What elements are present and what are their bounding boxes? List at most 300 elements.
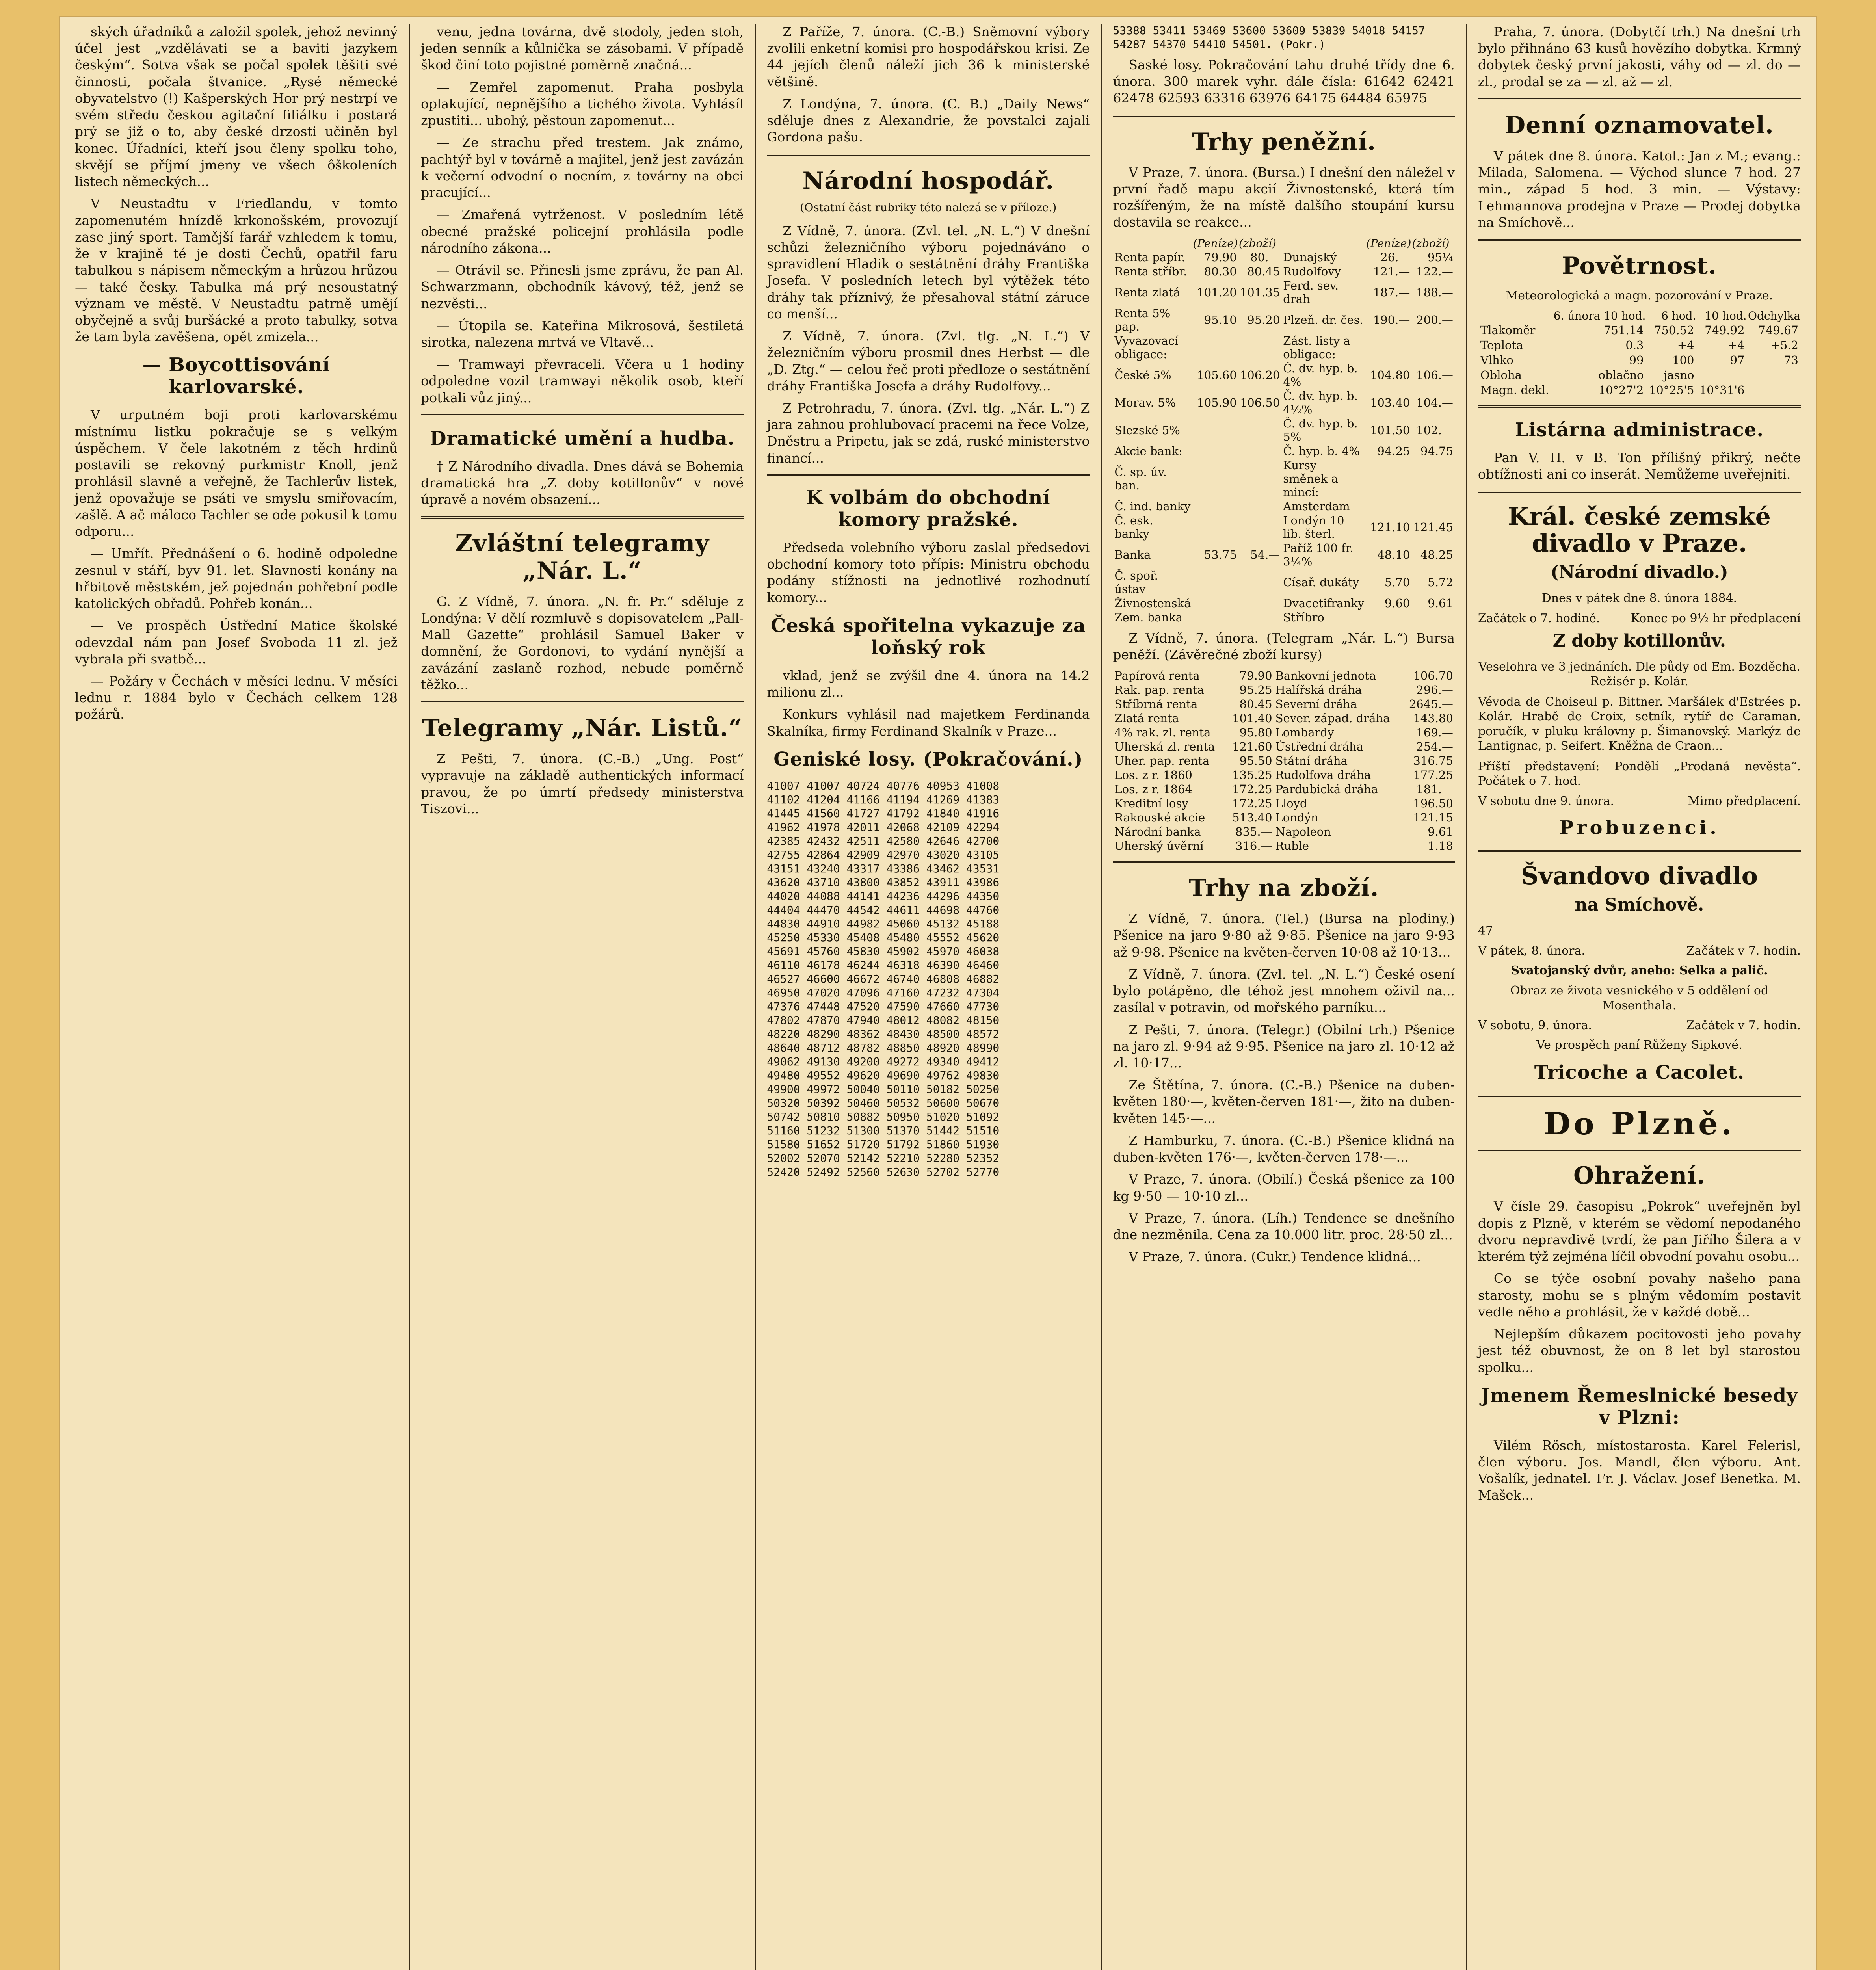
table-cell: Teplota [1480, 338, 1523, 352]
table-cell: Halířská dráha [1275, 683, 1362, 697]
table-cell [1238, 596, 1281, 610]
section-heading: Geniské losy. (Pokračování.) [773, 748, 1083, 770]
table-header: (zboží) [1238, 236, 1276, 250]
table-cell: 143.80 [1413, 712, 1453, 725]
table-cell: 102.— [1416, 423, 1453, 437]
article-paragraph: Nejlepším důkazem pocitovosti jeho povahy jest též obuvnost, že on 8 let byl starostou spolku... [1478, 1326, 1801, 1375]
table-row [1113, 458, 1454, 499]
table-cell: Dunajský [1283, 250, 1337, 264]
table-row [1113, 810, 1454, 825]
table-cell: Dvacetifranky [1283, 596, 1365, 610]
table-cell: Magn. dekl. [1480, 383, 1549, 397]
table-cell: 80.— [1250, 250, 1280, 264]
table-cell: Stříbrná renta [1114, 697, 1198, 711]
table-cell: Zem. banka [1114, 610, 1183, 624]
table-row [1478, 368, 1801, 383]
play-note: Příští představení: Pondělí „Prodaná nevěsta“. Počátek o 7. hod. [1478, 759, 1801, 788]
table-cell: 177.25 [1413, 768, 1453, 782]
table-cell: 94.25 [1377, 444, 1410, 458]
table-cell: 121.— [1373, 264, 1410, 278]
table-row [1113, 499, 1454, 513]
table-header-row [1113, 236, 1454, 250]
table-cell: Ústřední dráha [1275, 740, 1363, 754]
banner-heading: Do Plzně. [1544, 1106, 1735, 1142]
table-cell: Živnostenská [1114, 596, 1191, 610]
table-cell: Císař. dukáty [1283, 575, 1359, 589]
article-paragraph: — Ve prospěch Ústřední Matice školské odevzdal nám pan Josef Svoboda 11 zl. jež vybrala při svatbě... [75, 618, 398, 667]
table-cell: Bankovní jednota [1275, 669, 1376, 683]
table-cell [1193, 513, 1238, 541]
article-paragraph: Pan V. H. v B. Ton přílišný přikrý, nečte obtížnosti ani co inserát. Nemůžeme uveřejniti. [1478, 450, 1801, 482]
table-cell: Napoleon [1275, 825, 1331, 839]
table-cell: Č. dv. hyp. b. 5% [1283, 416, 1358, 444]
table-cell: 10°31'6 [1699, 383, 1745, 397]
table-cell: 172.25 [1232, 782, 1272, 796]
article-paragraph: — Tramwayi převraceli. Včera u 1 hodiny odpoledne vozil tramwayi několik osob, kteří potkali vůz jiný... [421, 357, 744, 405]
divider [421, 414, 744, 416]
article-paragraph: Z Hamburku, 7. února. (C.-B.) Pšenice klidná na duben-květen 176·—, květen-červen 178·—... [1113, 1132, 1455, 1165]
table-header: 6. února 10 hod. [1553, 309, 1646, 322]
table-cell: 749.92 [1705, 323, 1745, 337]
play-title: Z doby kotillonův. [1552, 630, 1726, 651]
table-cell [1238, 610, 1281, 624]
exchange-rates-table [1113, 236, 1454, 624]
column-4 [1113, 24, 1454, 1970]
table-cell: 105.90 [1197, 396, 1237, 409]
table-header [1478, 309, 1552, 323]
table-cell: Rudolfovy [1283, 264, 1341, 278]
table-cell: Zlatá renta [1114, 712, 1179, 725]
article-paragraph: vklad, jenž se zvýšil dne 4. února na 14.2 milionu zl... [767, 667, 1090, 700]
table-cell: Amsterdam [1283, 499, 1350, 513]
table-row [1478, 383, 1801, 398]
section-heading: Listárna administrace. [1515, 418, 1764, 441]
table-cell: +4 [1727, 338, 1745, 352]
divider [767, 474, 1090, 476]
table-cell: Banka [1114, 548, 1151, 561]
table-row [1113, 669, 1454, 683]
article-paragraph: — Útopila se. Kateřina Mikrosová, šestiletá sirotka, nalezena mrtvá ve Vltavě... [421, 318, 744, 350]
article-paragraph: Praha, 7. února. (Dobytčí trh.) Na dnešní trh bylo přihnáno 63 kusů hovězího dobytka. Krmný dobytek český první jakosti, váhy od — zl. do — zl., prodal se za — zl. až — zl. [1478, 24, 1801, 89]
table-cell: Sever. západ. dráha [1275, 712, 1390, 725]
article-paragraph: — Zemřel zapomenut. Praha posbyla oplakující, nepnějšího a tichého života. Vyhlásíl zpustiti... ubohý, pěstoun zapomenut... [421, 79, 744, 128]
table-cell: 95.10 [1204, 313, 1237, 327]
table-cell [1411, 334, 1454, 361]
table-cell: 54.— [1250, 548, 1280, 561]
table-cell: 513.40 [1232, 811, 1272, 825]
table-cell: Londýn 10 lib. šterl. [1283, 513, 1344, 541]
divider [421, 701, 744, 703]
table-row [1113, 596, 1454, 610]
table-cell: Slezské 5% [1114, 423, 1180, 437]
play-sat-time: Začátek v 7. hodin. [1686, 1018, 1801, 1033]
table-cell: 106.— [1416, 368, 1453, 382]
table-cell: Pardubická dráha [1275, 782, 1378, 796]
table-cell: Kreditní losy [1114, 797, 1188, 810]
section-heading: Ohražení. [1573, 1162, 1705, 1190]
table-row [1113, 683, 1454, 697]
table-cell: Renta papír. [1114, 250, 1185, 264]
table-cell: 80.30 [1204, 264, 1237, 278]
table-cell: jasno [1664, 368, 1694, 382]
column-rule [409, 24, 410, 1970]
table-cell: 10°25'5 [1649, 383, 1694, 397]
table-cell [1238, 513, 1281, 541]
table-cell: Národní banka [1114, 825, 1201, 839]
table-cell [1238, 416, 1281, 444]
table-cell [1747, 368, 1801, 383]
article-paragraph: — Otrávil se. Přinesli jsme zprávu, že pan Al. Schwarzmann, obchodník kávový, též, jenž se nezvěsti... [421, 262, 744, 311]
article-paragraph: ských úřadníků a založil spolek, jehož nevinný účel jest „vzdělávati se a baviti jazykem českým“. Sotva však se počal spolek těšiti své činnosti, počala štvanice. „Rysé německé obyvatelstvo (!) Kašperských Hor prý nestrpí ve svém středu českou agitační filiálku i postará prý se již o to, aby české drzosti učiněn byl konec. Úřadníci, kteří jsou členy spolku toho, skvějí se příjmí jmeny ve všech ôškoleních listech německých... [75, 24, 398, 190]
column-rule [1101, 24, 1102, 1970]
table-cell: 80.45 [1247, 264, 1280, 278]
divider [1478, 98, 1801, 100]
column-container [75, 24, 1801, 1970]
column-2 [421, 24, 744, 1970]
table-cell: 5.70 [1384, 575, 1410, 589]
column-rule [755, 24, 756, 1970]
play-cast: Vévoda de Choiseul p. Bittner. Maršálek d'Estrées p. Kolár. Hrabě de Croix, setník, rytíř de Caraman, poručík, v pluku královny p. Šimanovský. Markýz de Lantignac, p. Seifert. Kněžna de Craon... [1478, 695, 1801, 753]
table-cell [1366, 458, 1411, 499]
table-cell: 181.— [1416, 782, 1453, 796]
table-cell [1193, 458, 1238, 499]
table-row [1113, 264, 1454, 279]
weather-caption: Meteorologická a magn. pozorování v Praze. [1506, 289, 1773, 303]
article-paragraph: — Požáry v Čechách v měsíci lednu. V měsíci lednu r. 1884 bylo v Čechách celkem 128 požárů. [75, 673, 398, 722]
table-cell: 121.60 [1232, 740, 1272, 754]
table-cell: Lombardy [1275, 726, 1334, 740]
table-cell: Rakouské akcie [1114, 811, 1205, 825]
play-sat-note: Mimo předplacení. [1688, 794, 1801, 808]
table-cell [1411, 458, 1454, 499]
section-heading: K volbám do obchodní komory pražské. [806, 486, 1050, 531]
play-sat-row [1478, 794, 1801, 808]
table-row [1113, 610, 1454, 624]
table-cell: Č. dv. hyp. b. 4% [1283, 361, 1358, 388]
divider [1478, 1095, 1801, 1097]
article-paragraph: venu, jedna továrna, dvě stodoly, jeden stoh, jeden senník a kůlnička se zásobami. V případě škod činí toto pojistné poměrně značná... [421, 24, 744, 73]
table-cell: 101.40 [1232, 712, 1272, 725]
table-cell: 135.25 [1232, 768, 1272, 782]
table-cell: Č. ind. banky [1114, 499, 1191, 513]
table-header-row [1478, 309, 1801, 323]
table-cell: 48.10 [1377, 548, 1410, 561]
section-heading: Povětrnost. [1562, 252, 1717, 280]
divider [1478, 1149, 1801, 1151]
article-paragraph: G. Z Vídně, 7. února. „N. fr. Pr.“ sděluje z Londýna: V dělí rozmluvě s dopisovatelem „Pall-Mall Gazette“ prohlásil Samuel Baker v domnění, že Gordonovi, to vydání nynější a zavázání zaslaně rozhod, nebude poměrně těžko... [421, 593, 744, 692]
table-cell [1193, 499, 1238, 513]
article-paragraph: Z Paříže, 7. února. (C.-B.) Sněmovní výbory zvolili enketní komisi pro hospodářskou krisi. Ze 44 jejích členů náleží jich 36 k ministerské většině. [767, 24, 1090, 89]
article-paragraph: Z Vídně, 7. února. (Zvl. tlg. „N. L.“) V železničním výboru prosmil dnes Herbst — dle „D. Ztg.“ — celou řeč proti předloze o sestátnění dráhy Františka Josefa a dráhy Rudolfovy... [767, 328, 1090, 394]
article-paragraph: Z Petrohradu, 7. února. (Zvl. tlg. „Nár. L.“) Z jara zahnou prohlubovací pracemi na řece Volze, Dněstru a Pripetu, jak se zdá, ruské ministerstvo financí... [767, 400, 1090, 466]
table-cell: Renta 5% pap. [1114, 306, 1171, 333]
table-cell: Rudolfova dráha [1275, 768, 1371, 782]
table-cell: Zást. listy a obligace: [1283, 334, 1350, 361]
table-cell: Renta stříbr. [1114, 264, 1187, 278]
section-heading: Denní oznamovatel. [1505, 111, 1774, 139]
table-cell [1193, 596, 1238, 610]
table-cell: 196.50 [1413, 797, 1453, 810]
table-header: (Peníze) [1366, 236, 1411, 250]
table-cell: 94.75 [1420, 444, 1453, 458]
column-1 [75, 24, 398, 1970]
table-cell: 106.70 [1413, 669, 1453, 683]
table-header: 10 hod. [1705, 309, 1747, 322]
column-5 [1478, 24, 1801, 1970]
table-cell: 172.25 [1232, 797, 1272, 810]
table-row [1113, 782, 1454, 796]
table-cell: 121.15 [1413, 811, 1453, 825]
table-cell: 53.75 [1204, 548, 1237, 561]
table-cell: Lloyd [1275, 797, 1307, 810]
table-cell: 200.— [1416, 313, 1453, 327]
table-row [1113, 444, 1454, 458]
table-row [1113, 740, 1454, 754]
table-cell [1193, 334, 1238, 361]
play-time: Začátek o 7. hodině. [1478, 611, 1600, 625]
article-paragraph: V Praze, 7. února. (Cukr.) Tendence klidná... [1129, 1249, 1421, 1265]
table-row [1113, 541, 1454, 569]
article-paragraph: Z Vídně, 7. února. (Tel.) (Bursa na plodiny.) Pšenice na jaro 9·80 až 9·85. Pšenice na jaro 9·93 až 9·98. Pšenice na květen-červen 10·08 až 10·13... [1113, 911, 1455, 960]
table-cell: 104.— [1416, 396, 1453, 409]
table-cell: 121.10 [1370, 520, 1410, 534]
table-cell: Morav. 5% [1114, 396, 1176, 409]
table-cell: 95.50 [1239, 754, 1272, 768]
article-paragraph: Saské losy. Pokračování tahu druhé třídy dne 6. února. 300 marek vyhr. dále čísla: 61642 62421 62478 62593 63316 63976 64175 64484 65975 [1113, 57, 1455, 106]
table-cell: Los. z r. 1864 [1114, 782, 1192, 796]
table-cell: 4% rak. zl. renta [1114, 726, 1211, 740]
table-row [1113, 569, 1454, 596]
table-row [1113, 334, 1454, 361]
divider [1478, 405, 1801, 408]
table-cell: 121.45 [1413, 520, 1453, 534]
play-description: Veselohra ve 3 jednáních. Dle půdy od Em. Bozděcha. Režisér p. Kolár. [1478, 660, 1800, 689]
table-cell: Vlhko [1480, 353, 1513, 367]
table-row [1113, 697, 1454, 711]
table-cell: 99 [1629, 353, 1644, 367]
table-cell: 750.52 [1654, 323, 1694, 337]
table-row [1113, 279, 1454, 306]
article-paragraph: Předseda volebního výboru zaslal předsedovi obchodní komory toto přípis: Ministru obchodu podány stížnosti na jednotlivé rozhodnutí komory... [767, 539, 1090, 605]
table-row [1113, 725, 1454, 740]
table-header [1113, 236, 1192, 250]
divider [1478, 239, 1801, 241]
table-row [1113, 416, 1454, 444]
table-cell [1193, 416, 1238, 444]
table-cell: 48.25 [1420, 548, 1453, 561]
table-cell: +5.2 [1770, 338, 1799, 352]
table-cell [1366, 610, 1411, 624]
table-row [1113, 839, 1454, 853]
article-paragraph: Z Pešti, 7. února. (Telegr.) (Obilní trh.) Pšenice na jaro zl. 9·94 až 9·95. Pšenice na jaro zl. 10·12 až zl. 10·17... [1113, 1022, 1455, 1070]
table-cell: 79.90 [1239, 669, 1272, 683]
table-cell: Rak. pap. renta [1114, 683, 1204, 697]
divider [1113, 861, 1454, 863]
article-paragraph: V Praze, 7. února. (Líh.) Tendence se dnešního dne nezměnila. Cena za 10.000 litr. proc. 28·50 zl... [1113, 1210, 1455, 1243]
table-cell: Severní dráha [1275, 697, 1357, 711]
table-cell: Kursy směnek a mincí: [1283, 458, 1338, 499]
divider [1478, 850, 1801, 852]
table-cell [1411, 610, 1454, 624]
table-row [1113, 796, 1454, 810]
play-date: Dnes v pátek dne 8. února 1884. [1541, 591, 1737, 606]
play-time-row [1478, 944, 1801, 958]
theater-title: Švandovo divadlo [1521, 861, 1758, 890]
table-cell [1193, 610, 1238, 624]
play-description: Obraz ze života vesnického v 5 oddělení od Mosenthala. [1510, 984, 1769, 1013]
section-heading: Národní hospodář. [802, 167, 1054, 195]
play-time-row [1478, 611, 1801, 625]
table-cell [1238, 444, 1281, 458]
play-next: Tricoche a Cacolet. [1534, 1061, 1745, 1084]
column-rule [1466, 24, 1467, 1970]
table-cell: Tlakoměr [1480, 323, 1536, 337]
signers: Vilém Rösch, místostarosta. Karel Felerisl, člen výboru. Jos. Mandl, člen výboru. Ant. Vošalík, jednatel. Fr. J. Václav. Josef Benetka. M. Mašek... [1478, 1437, 1801, 1503]
weather-table [1478, 309, 1801, 398]
table-cell: Uher. pap. renta [1114, 754, 1210, 768]
table-cell: 95.80 [1239, 726, 1272, 740]
table-row [1113, 306, 1454, 334]
table-cell: 97 [1730, 353, 1745, 367]
table-cell [1238, 334, 1281, 361]
table-cell: 190.— [1373, 313, 1410, 327]
play-time: Začátek v 7. hodin. [1686, 944, 1801, 958]
section-heading: Jmenem Řemeslnické besedy v Plzni: [1480, 1384, 1798, 1429]
table-cell: Č. dv. hyp. b. 4½% [1283, 389, 1358, 416]
section-subheading: (Ostatní část rubriky této nalezá se v příloze.) [800, 201, 1057, 214]
lottery-numbers: 41007 41007 40724 40776 40953 41008 41102 41204 41166 41194 41269 41383 41445 41560 41727 41792 41840 41916 41962 41978 42011 42068 42109 42294 42385 42432 42511 42580 42646 42700 42755 42864 42909 42970 43020 43105 43151 43240 43317 43386 43462 43531 43620 43710 43800 43852 43911 43986 44020 44088 44141 44236 44296 44350 44404 44470 44542 44611 44698 44760 44830 44910 44982 45060 45132 45188 45250 45330 45408 45480 45552 45620 45691 45760 45830 45902 45970 46038 46110 46178 46244 46318 46390 46460 46527 46600 46672 46740 46808 46882 46950 47020 47096 47160 47232 47304 47376 47448 47520 47590 47660 47730 47802 47870 47940 48012 48082 48150 48220 48290 48362 48430 48500 48572 48640 48712 48782 48850 48920 48990 49062 49130 49200 49272 49340 49412 49480 49552 49620 49690 49762 49830 49900 49972 50040 50110 50182 50250 50320 50392 50460 50532 50600 50670 50742 50810 50882 50950 51020 51092 51160 51232 51300 51370 51442 51510 51580 51652 51720 51792 51860 51930 52002 52070 52142 52210 52280 52352 52420 52492 52560 52630 52702 52770 [767, 779, 1000, 1178]
play-title: Svatojanský dvůr, anebo: Selka a palič. [1511, 963, 1768, 978]
divider [1113, 115, 1454, 117]
table-cell [1747, 383, 1801, 398]
table-row [1113, 250, 1454, 264]
table-cell: 316.75 [1413, 754, 1453, 768]
play-end: Konec po 9½ hr předplacení [1631, 611, 1801, 625]
table-row [1113, 513, 1454, 541]
table-header: (Peníze) [1193, 236, 1238, 250]
table-cell: 296.— [1416, 683, 1453, 697]
article-paragraph: — Ze strachu před trestem. Jak známo, pachtýř byl v továrně a majitel, jenž jest zavázán k večerní odvodní o nocním, z továrny na obci pracující... [421, 135, 744, 201]
table-cell: 101.35 [1240, 285, 1280, 299]
table-cell: 188.— [1416, 285, 1453, 299]
table-cell: 106.20 [1240, 368, 1280, 382]
table-cell: Č. sp. úv. ban. [1114, 465, 1167, 492]
play-next: Probuzenci. [1559, 816, 1720, 839]
table-cell [1193, 569, 1238, 596]
table-cell: 95.25 [1239, 683, 1272, 697]
column-3 [767, 24, 1090, 1970]
divider [767, 154, 1090, 156]
table-row [1113, 711, 1454, 725]
table-cell: Státní dráha [1275, 754, 1348, 768]
table-cell: Stříbro [1283, 610, 1324, 624]
table-header: Odchylka [1748, 309, 1801, 322]
section-heading: Dramatické umění a hudba. [429, 427, 735, 450]
table-cell: 95¼ [1427, 250, 1453, 264]
table-cell: České 5% [1114, 368, 1171, 382]
table-cell: 169.— [1416, 726, 1453, 740]
table-cell [1238, 569, 1281, 596]
table-row [1478, 338, 1801, 353]
theater-title: Král. české zemské divadlo v Praze. [1508, 502, 1771, 558]
table-cell: 316.— [1235, 839, 1272, 853]
article-paragraph: Konkurs vyhlásil nad majetkem Ferdinanda Skalníka, firmy Ferdinand Skalník v Praze... [767, 706, 1090, 739]
play-number: 47 [1478, 924, 1493, 938]
article-paragraph: — Zmařená vytrženost. V posledním létě obecné pražské policejní prohlásila podle národního zákona... [421, 207, 744, 256]
table-cell: 100 [1672, 353, 1694, 367]
table-cell: 9.60 [1384, 596, 1410, 610]
section-heading: Česká spořitelna vykazuje za loňský rok [770, 614, 1086, 659]
table-cell: 80.45 [1239, 697, 1272, 711]
section-heading: — Boycottisování karlovarské. [142, 354, 330, 398]
table-cell: Papírová renta [1114, 669, 1200, 683]
table-cell: 95.20 [1247, 313, 1280, 327]
table-cell: Uherská zl. renta [1114, 740, 1215, 754]
table-cell: Vyvazovací obligace: [1114, 334, 1179, 361]
table-cell: Ruble [1275, 839, 1309, 853]
play-sat: V sobotu, 9. února. [1478, 1018, 1592, 1033]
divider [1478, 491, 1801, 493]
table-row [1478, 353, 1801, 368]
article-paragraph: V Neustadtu v Friedlandu, v tomto zapomenutém hnízdě krkonošském, provozují zase jiný sport. Tamější farář vzhledem k tomu, že v krajině té je dosti Čechů, opatřil faru tabulkou s nápisem německým a hrůzou hrůzou — také česky. Tabulka má prý nesoustatný význam ve městě. V Neustadtu patrně umějí obyčejně a svůj buršácké a proto tabulky, sotva že tam byla zavěšena, opět zmizela... [75, 196, 398, 345]
table-row [1113, 768, 1454, 782]
theater-subtitle: (Národní divadlo.) [1551, 562, 1728, 583]
table-cell: 106.50 [1240, 396, 1280, 409]
table-cell [1411, 499, 1454, 513]
table-cell: 105.60 [1197, 368, 1237, 382]
article-paragraph: † Z Národního divadla. Dnes dává se Bohemia dramatická hra „Z doby kotillonův“ v nové úpravě a novém obsazení... [421, 458, 744, 507]
table-cell: 187.— [1373, 285, 1410, 299]
vienna-rates-table [1113, 669, 1454, 853]
table-cell: 1.18 [1428, 839, 1453, 853]
table-header: (zboží) [1412, 236, 1450, 250]
article-paragraph: V čísle 29. časopisu „Pokrok“ uveřejněn byl dopis z Plzně, v kterém se vědomí nepodaného dvoru nepravdivě tvrdí, že pan Jiřího Šilera a v kterém týž zejména líčil obvodní povahu osobu... [1478, 1199, 1801, 1264]
table-cell: Č. spoř. ústav [1114, 569, 1158, 596]
table-cell: 101.50 [1370, 423, 1410, 437]
table-cell: Č. esk. banky [1114, 513, 1153, 541]
article-paragraph: Z Pešti, 7. února. (C.-B.) „Ung. Post“ vypravuje na základě authentických informací pravou, že po úmrtí předsedy ministerstva Tiszovi... [421, 751, 744, 816]
table-row [1113, 389, 1454, 416]
table-cell [1238, 499, 1281, 513]
table-cell: Paříž 100 fr. 3¼% [1283, 541, 1354, 568]
table-row [1113, 825, 1454, 839]
table-cell: Renta zlatá [1114, 285, 1181, 299]
table-header [1281, 236, 1366, 250]
table-cell: 5.72 [1428, 575, 1453, 589]
table-row [1113, 361, 1454, 389]
play-sat-row [1478, 1018, 1801, 1032]
article-paragraph: V Praze, 7. února. (Obilí.) Česká pšenice za 100 kg 9·50 — 10·10 zl... [1113, 1171, 1455, 1204]
theater-subtitle: na Smíchově. [1575, 895, 1704, 915]
section-heading: Zvláštní telegramy „Nár. L.“ [455, 529, 710, 585]
table-cell: Ferd. sev. drah [1283, 279, 1339, 306]
article-paragraph: Co se týče osobní povahy našeho pana starosty, mohu se s plným vědomím postavit vedle něho a prohlásit, že v každé době... [1478, 1271, 1801, 1320]
section-heading: Trhy na zboží. [1188, 874, 1379, 902]
table-cell: 9.61 [1428, 825, 1453, 839]
table-cell: 73 [1784, 353, 1799, 367]
table-cell [1238, 458, 1281, 499]
article-paragraph: V urputném boji proti karlovarskému místnímu listku pokračuje se s velkým úspěchem. V čele lakotném z těch hrdinů postavili se rekovný purkmistr Knoll, jenž prohlásil slavně a veřejně, že Tachlerův listek, jenž opovažuje se psáti ve smyslu smiřovacím, zašlě. A ač máloco Tachler se ode pokusil k tomu odporu... [75, 407, 398, 539]
divider [421, 516, 744, 519]
table-cell: 122.— [1416, 264, 1453, 278]
table-cell: 0.3 [1625, 338, 1644, 352]
table-header: 6 hod. [1661, 309, 1696, 322]
table-cell: 835.— [1235, 825, 1272, 839]
table-cell [1366, 334, 1411, 361]
table-row [1478, 323, 1801, 338]
article-paragraph: Z Vídně, 7. února. (Telegram „Nár. L.“) Bursa peněží. (Závěrečné zboží kursy) [1113, 630, 1455, 662]
lottery-numbers: 53388 53411 53469 53600 53609 53839 54018 54157 54287 54370 54410 54501. (Pokr.) [1113, 24, 1425, 51]
